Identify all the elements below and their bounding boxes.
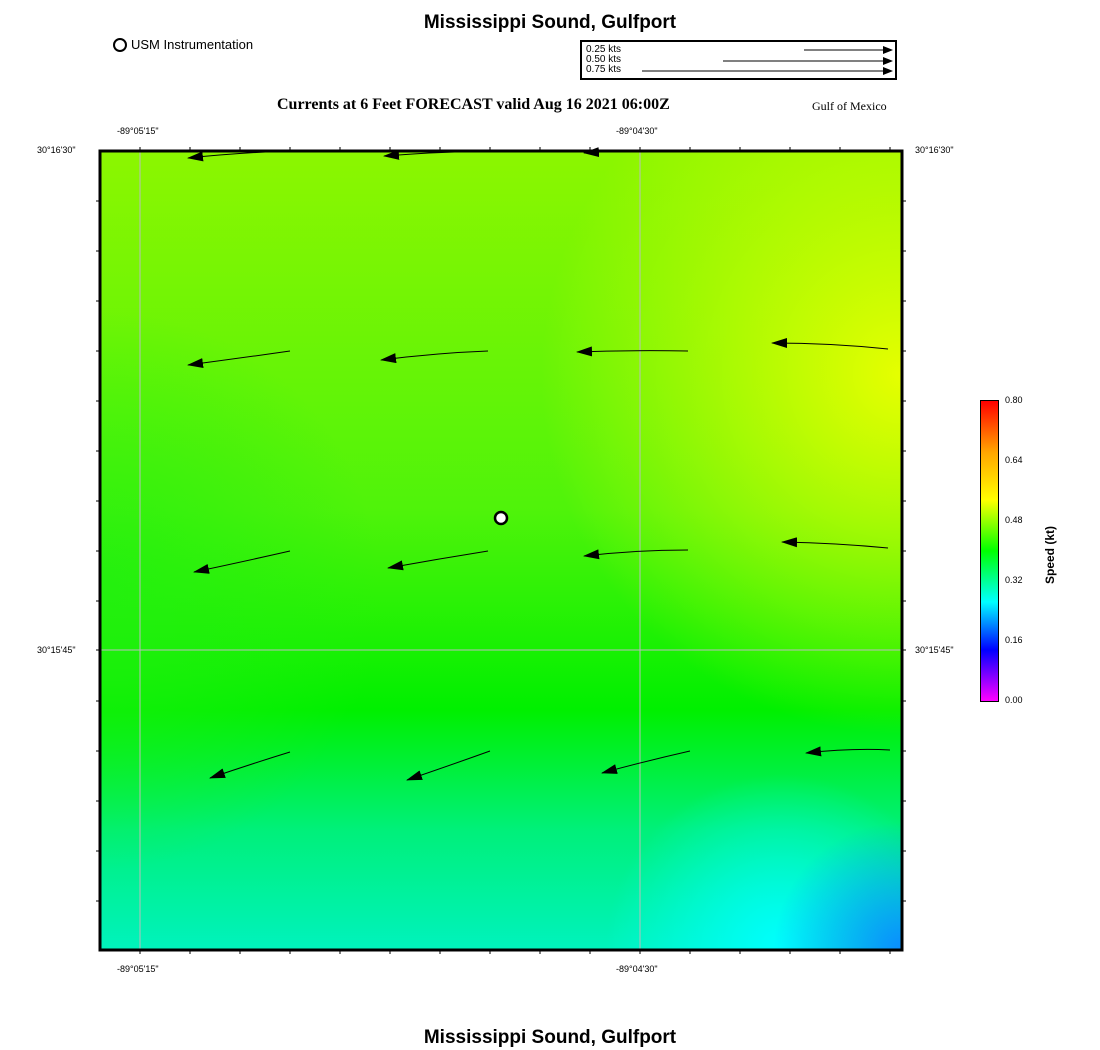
speed-field [100,151,902,950]
speed-colorbar [978,398,1000,702]
colorbar-tick-032: 0.32 [1005,575,1023,585]
colorbar-tick-080: 0.80 [1005,395,1023,405]
lat-tick-left-1: 30°16'30" [37,145,76,155]
instrument-legend-label: USM Instrumentation [131,37,254,52]
lat-tick-left-2: 30°15'45" [37,645,76,655]
colorbar-tick-048: 0.48 [1005,515,1023,525]
colorbar-tick-000: 0.00 [1005,695,1023,705]
scale-label-025: 0.25 kts [586,44,622,55]
colorbar-title: Speed (kt) [1043,525,1057,584]
map-title: Mississippi Sound, Gulfport [423,12,677,33]
footer-title: Mississippi Sound, Gulfport [423,1027,677,1048]
scale-label-075: 0.75 kts [586,64,622,75]
scale-arrows [582,42,895,78]
lon-tick-bottom-1: -89°05'15" [117,964,159,974]
lon-tick-bottom-2: -89°04'30" [616,964,658,974]
forecast-subtitle: Currents at 6 Feet FORECAST valid Aug 16 2021 06:00Z [277,96,670,113]
lat-tick-right-2: 30°15'45" [915,645,954,655]
scale-label-050: 0.50 kts [586,54,622,65]
region-label: Gulf of Mexico [812,99,887,113]
lon-tick-top-1: -89°05'15" [117,126,159,136]
lon-tick-top-2: -89°04'30" [616,126,658,136]
current-speed-map[interactable] [96,147,906,954]
lat-tick-right-1: 30°16'30" [915,145,954,155]
instrument-legend [113,37,253,52]
colorbar-tick-064: 0.64 [1005,455,1023,465]
vector-scale-legend [580,40,897,80]
usm-instrument-marker[interactable] [495,512,507,524]
instrument-marker-icon [113,38,127,52]
colorbar-tick-016: 0.16 [1005,635,1023,645]
colorbar-gradient [980,400,999,702]
